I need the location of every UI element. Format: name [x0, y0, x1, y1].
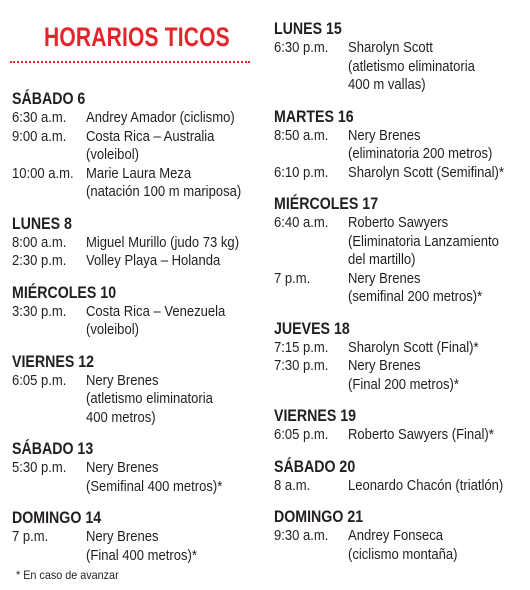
- event-description-line: (voleibol): [86, 147, 139, 163]
- event-time: 6:30 p.m.: [274, 40, 329, 56]
- day-block: [12, 440, 262, 496]
- day-title: VIERNES 12: [12, 352, 95, 371]
- event-time: 6:05 p.m.: [12, 372, 67, 389]
- event-row: [12, 252, 262, 271]
- event-row: [274, 426, 529, 445]
- event-description-line: Roberto Sawyers: [348, 215, 449, 231]
- event-description: [86, 372, 262, 428]
- event-description-line: Sharolyn Scott (Final)*: [348, 339, 479, 356]
- event-description-line: (Final 200 metros)*: [348, 376, 459, 393]
- day-block: [12, 215, 262, 271]
- day-block: [12, 509, 262, 565]
- event-row: [12, 372, 262, 428]
- event-description: [86, 252, 262, 271]
- event-description-line: Andrey Fonseca: [348, 528, 444, 544]
- event-description: [348, 214, 529, 270]
- event-time: 6:05 p.m.: [274, 427, 329, 443]
- day-title: LUNES 15: [274, 20, 342, 38]
- event-description-line: Costa Rica – Australia: [86, 128, 215, 145]
- day-title: SÁBADO 6: [12, 90, 86, 108]
- day-block: [12, 284, 262, 340]
- day-block: [274, 458, 529, 496]
- schedule-left-column: [12, 90, 262, 578]
- event-description: [348, 39, 529, 95]
- event-description: [348, 164, 529, 183]
- event-description-line: Sharolyn Scott: [348, 40, 433, 56]
- event-description-line: Nery Brenes: [86, 529, 159, 545]
- event-description-line: Leonardo Chacón (triatlón): [348, 477, 504, 494]
- event-time: 10:00 a.m.: [12, 165, 74, 182]
- event-time: 5:30 p.m.: [12, 460, 67, 476]
- event-description: [86, 165, 262, 202]
- event-time: 6:40 a.m.: [274, 215, 329, 231]
- event-description-line: 400 m vallas): [348, 77, 426, 93]
- event-description: [348, 357, 529, 394]
- event-description-line: Nery Brenes: [348, 358, 421, 374]
- day-title: MIÉRCOLES 17: [274, 195, 379, 213]
- event-row: [274, 39, 529, 95]
- day-title: MIÉRCOLES 10: [12, 283, 117, 302]
- event-row: [274, 339, 529, 358]
- day-title: LUNES 8: [12, 214, 72, 233]
- day-block: [274, 407, 529, 445]
- event-description-line: (Semifinal 400 metros)*: [86, 478, 223, 495]
- event-description: [86, 459, 262, 496]
- day-title: JUEVES 18: [274, 319, 350, 338]
- event-description-line: Volley Playa – Holanda: [86, 253, 221, 269]
- event-time: 2:30 p.m.: [12, 253, 67, 269]
- event-description-line: Andrey Amador (ciclismo): [86, 110, 235, 126]
- day-block: [12, 353, 262, 428]
- day-title: SÁBADO 13: [12, 440, 94, 458]
- event-description-line: (voleibol): [86, 322, 139, 338]
- event-row: [12, 303, 262, 340]
- event-row: [274, 214, 529, 270]
- event-row: [274, 270, 529, 307]
- event-description: [348, 426, 529, 445]
- event-row: [12, 459, 262, 496]
- event-description-line: Marie Laura Meza: [86, 165, 192, 182]
- event-description: [86, 128, 262, 165]
- day-title: SÁBADO 20: [274, 457, 356, 476]
- event-description-line: Costa Rica – Venezuela: [86, 303, 226, 320]
- event-description-line: Nery Brenes: [348, 270, 421, 287]
- event-description-line: Roberto Sawyers (Final)*: [348, 427, 494, 443]
- event-description-line: (Eliminatoria Lanzamiento: [348, 233, 499, 250]
- event-time: 8:50 a.m.: [274, 127, 329, 144]
- event-row: [12, 109, 262, 128]
- event-row: [274, 357, 529, 394]
- day-title: DOMINGO 14: [12, 509, 102, 527]
- event-description: [348, 527, 529, 564]
- event-row: [12, 234, 262, 253]
- event-row: [274, 527, 529, 564]
- event-description: [348, 477, 529, 496]
- event-row: [274, 477, 529, 496]
- event-description: [348, 270, 529, 307]
- event-description: [86, 234, 262, 253]
- event-time: 9:30 a.m.: [274, 528, 329, 544]
- title-divider: [10, 61, 250, 63]
- event-description-line: 400 metros): [86, 409, 156, 426]
- event-time: 7:30 p.m.: [274, 358, 329, 374]
- event-description: [348, 127, 529, 164]
- event-time: 8 a.m.: [274, 477, 311, 494]
- page-title: HORARIOS TICOS: [44, 22, 230, 52]
- event-row: [12, 128, 262, 165]
- event-time: 7 p.m.: [12, 529, 49, 545]
- event-description-line: Miguel Murillo (judo 73 kg): [86, 234, 240, 251]
- event-time: 6:30 a.m.: [12, 110, 67, 126]
- event-time: 7:15 p.m.: [274, 339, 329, 356]
- event-description-line: Nery Brenes: [86, 460, 159, 476]
- day-title: MARTES 16: [274, 107, 354, 126]
- event-description-line: del martillo): [348, 252, 416, 268]
- event-description-line: (atletismo eliminatoria: [86, 391, 213, 407]
- event-description-line: (atletismo eliminatoria: [348, 58, 475, 75]
- event-time: 8:00 a.m.: [12, 234, 67, 251]
- event-time: 7 p.m.: [274, 270, 311, 287]
- event-description: [86, 528, 262, 565]
- event-row: [274, 127, 529, 164]
- day-block: [274, 320, 529, 395]
- day-block: [274, 108, 529, 183]
- day-block: [12, 90, 262, 202]
- event-time: 3:30 p.m.: [12, 303, 67, 320]
- footnote: * En caso de avanzar: [16, 568, 119, 582]
- schedule-right-column: [274, 20, 529, 577]
- day-title: VIERNES 19: [274, 407, 357, 425]
- event-time: 9:00 a.m.: [12, 128, 67, 145]
- event-description: [348, 339, 529, 358]
- event-time: 6:10 p.m.: [274, 164, 329, 181]
- event-description-line: Nery Brenes: [348, 127, 421, 144]
- event-description-line: (semifinal 200 metros)*: [348, 289, 483, 305]
- day-block: [274, 20, 529, 95]
- event-description-line: (ciclismo montaña): [348, 546, 458, 563]
- event-row: [12, 528, 262, 565]
- event-description-line: (eliminatoria 200 metros): [348, 146, 493, 162]
- day-title: DOMINGO 21: [274, 508, 364, 526]
- event-description: [86, 109, 262, 128]
- event-description-line: Sharolyn Scott (Semifinal)*: [348, 164, 504, 181]
- event-row: [274, 164, 529, 183]
- day-block: [274, 195, 529, 307]
- event-description-line: Nery Brenes: [86, 372, 159, 389]
- event-row: [12, 165, 262, 202]
- day-block: [274, 508, 529, 564]
- event-description-line: (natación 100 m mariposa): [86, 184, 242, 200]
- event-description-line: (Final 400 metros)*: [86, 547, 197, 564]
- event-description: [86, 303, 262, 340]
